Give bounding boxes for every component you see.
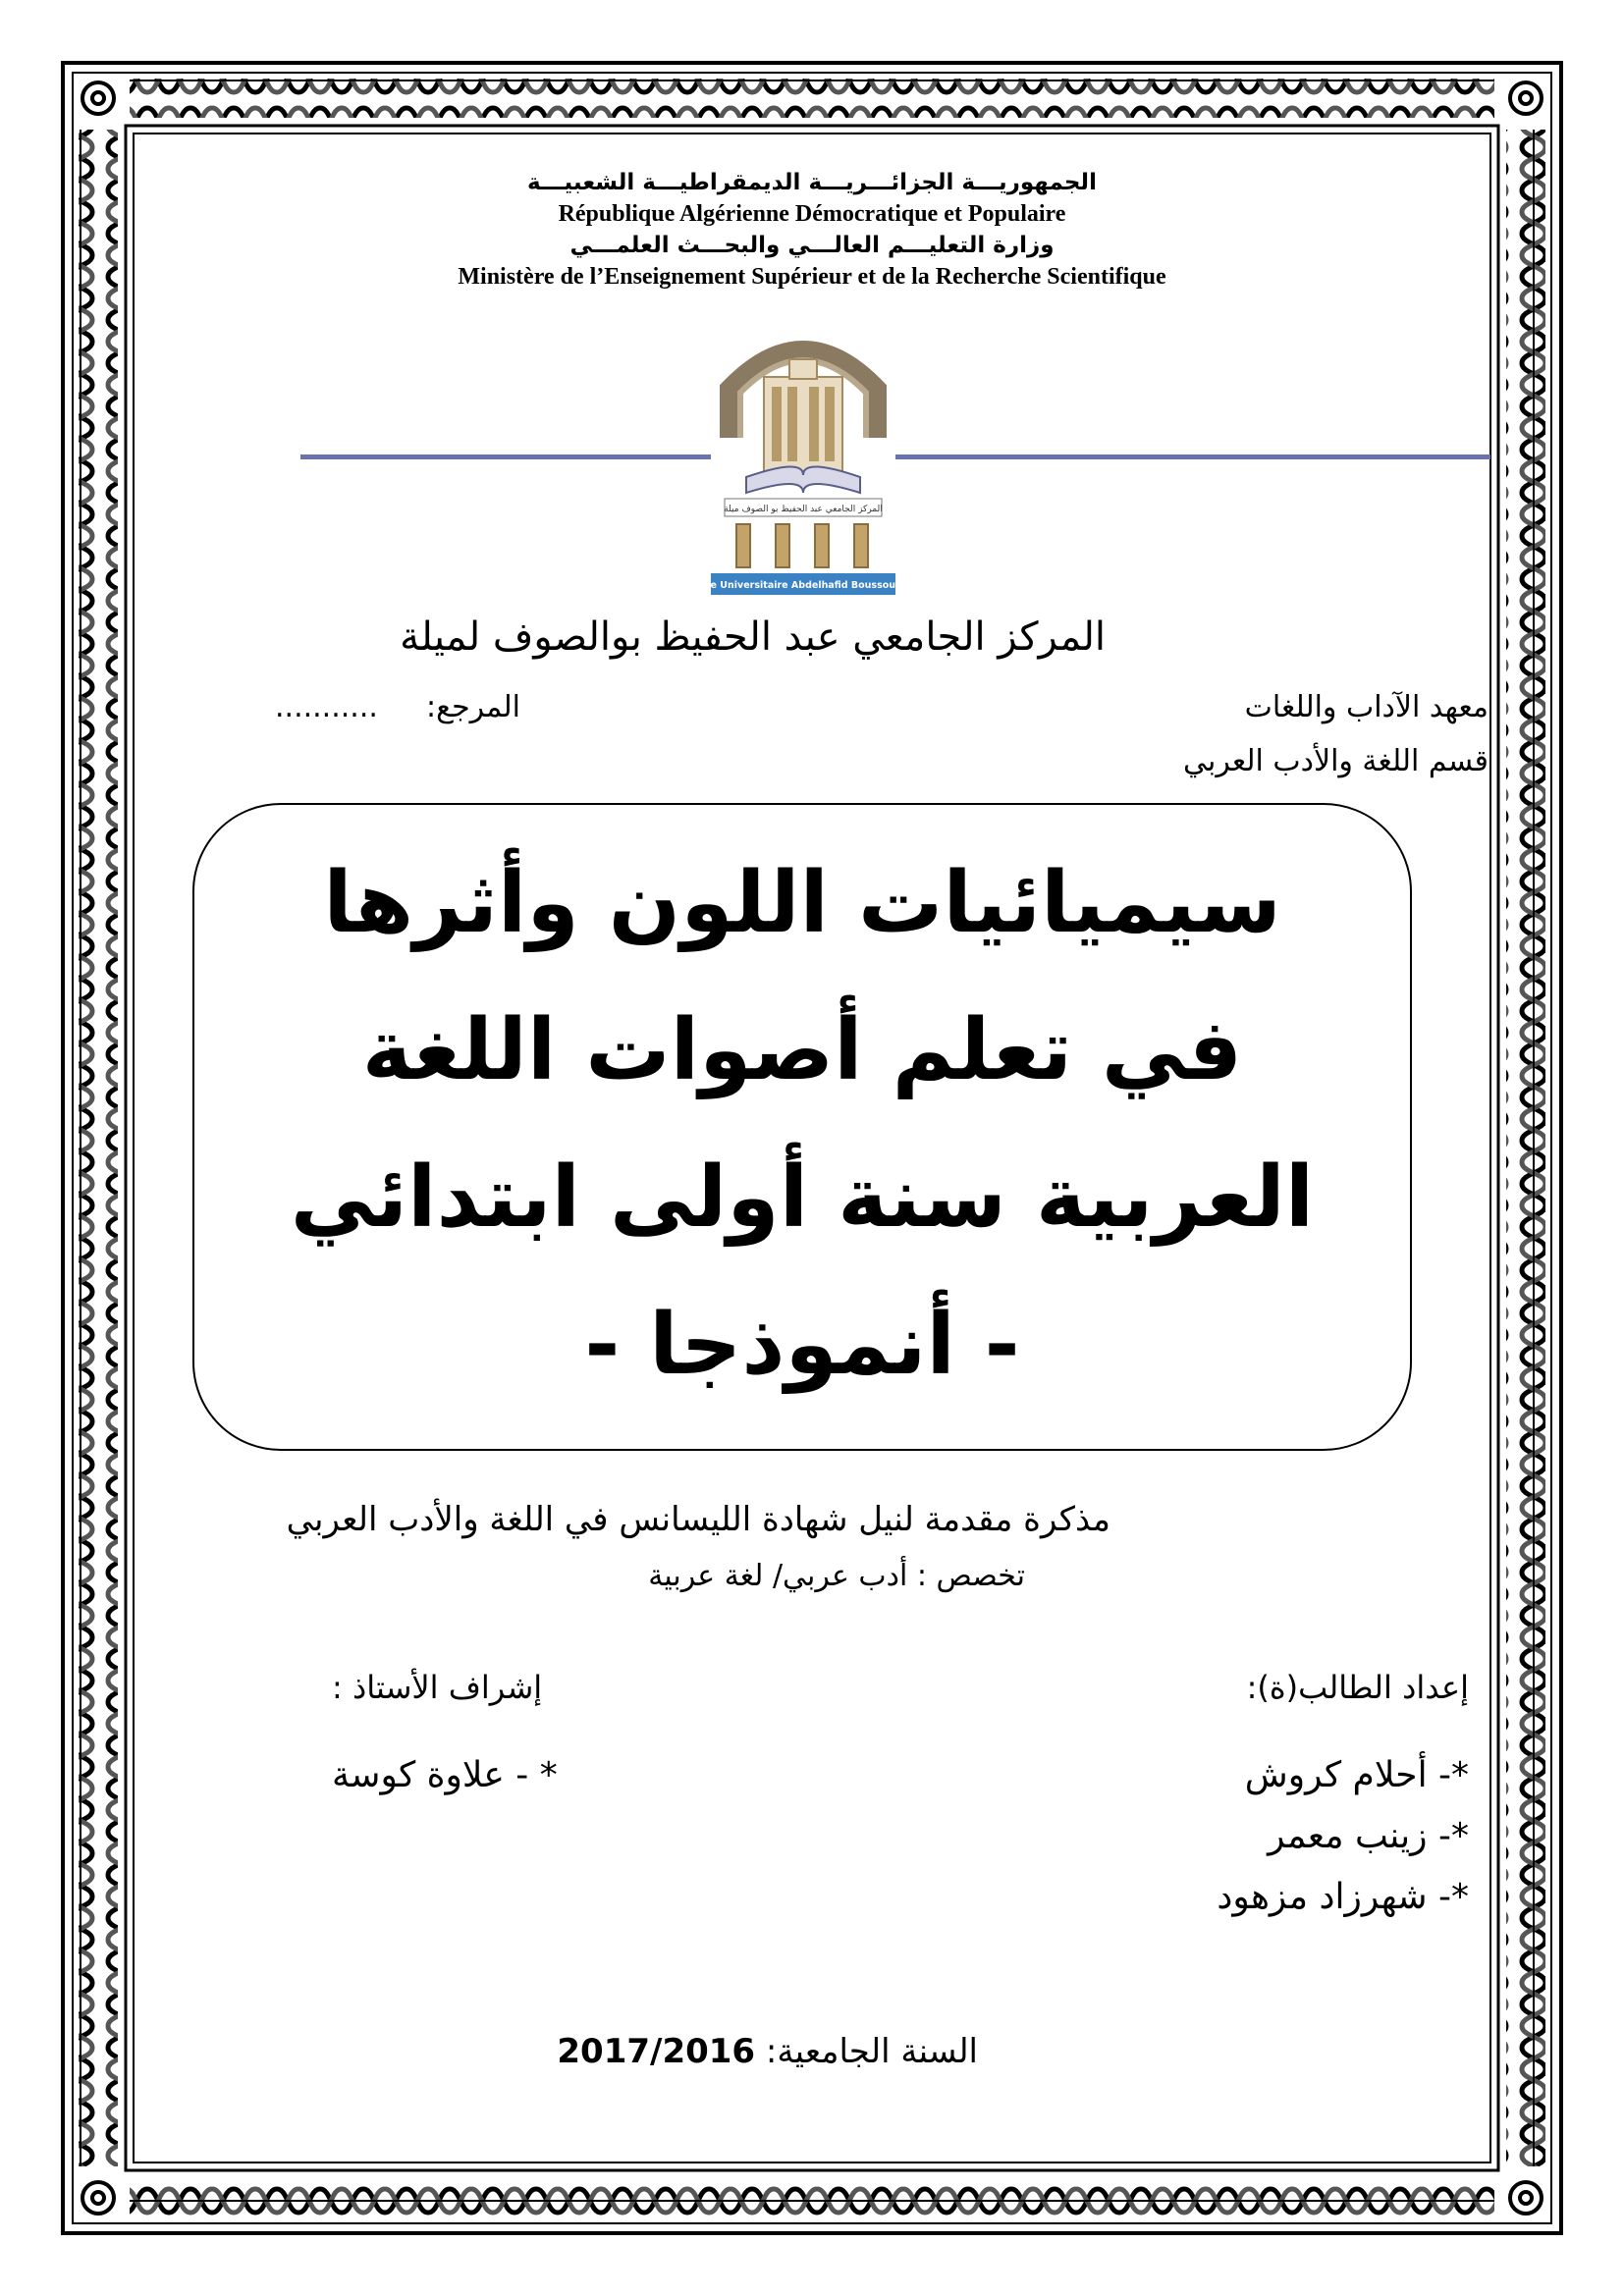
institute-name: معهد الآداب واللغات	[1244, 690, 1489, 724]
reference-field	[275, 690, 520, 724]
supervisor-label: إشراف الأستاذ :	[332, 1669, 543, 1706]
title-line-3: العربية سنة أولى ابتدائي	[290, 1148, 1315, 1247]
reference-value: ...........	[275, 690, 378, 724]
logo-caption-french: Centre Universitaire Abdelhafid Boussouf Mila	[681, 580, 925, 591]
student-name: *- شهرزاد مزهود	[1217, 1877, 1469, 1917]
degree-statement: مذكرة مقدمة لنيل شهادة الليسانس في اللغة والأدب العربي	[286, 1500, 1110, 1539]
supervisor-name: * - علاوة كوسة	[332, 1755, 558, 1795]
ministry-header	[135, 167, 1489, 293]
department-name: قسم اللغة والأدب العربي	[1182, 744, 1489, 778]
title-line-4: - أنموذجا -	[584, 1296, 1020, 1394]
reference-label: المرجع:	[426, 690, 520, 724]
academic-year	[557, 2032, 978, 2071]
title-line-2: في تعلم أصوات اللغة	[361, 1001, 1243, 1099]
logo-caption-arabic: المركز الجامعي عبد الحفيظ بو الصوف ميلة	[724, 505, 883, 514]
page-content	[135, 135, 1489, 2161]
ministry-arabic: وزارة التعليـــم العالـــي والبحـــث العلمـــي	[569, 233, 1055, 258]
specialty: تخصص : أدب عربي/ لغة عربية	[648, 1559, 1025, 1593]
academic-year-label: السنة الجامعية:	[765, 2032, 978, 2071]
students-label: إعداد الطالب(ة):	[1246, 1669, 1469, 1706]
title-line-1: سيميائيات اللون وأثرها	[323, 854, 1281, 952]
republic-arabic: الجمهوريـــة الجزائـــريـــة الديمقراطيـــة الشعبيـــة	[527, 170, 1097, 195]
student-name: *- أحلام كروش	[1244, 1755, 1469, 1795]
student-name: *- زينب معمر	[1268, 1816, 1469, 1856]
university-center-name: المركز الجامعي عبد الحفيظ بوالصوف لميلة	[400, 614, 1106, 660]
republic-french: République Algérienne Démocratique et Populaire	[558, 201, 1066, 227]
thesis-title-box	[192, 803, 1412, 1451]
ministry-french: Ministère de l’Enseignement Supérieur et de la Recherche Scientifique	[458, 264, 1166, 290]
university-logo	[681, 320, 925, 595]
academic-year-value: 2017/2016	[557, 2032, 756, 2071]
